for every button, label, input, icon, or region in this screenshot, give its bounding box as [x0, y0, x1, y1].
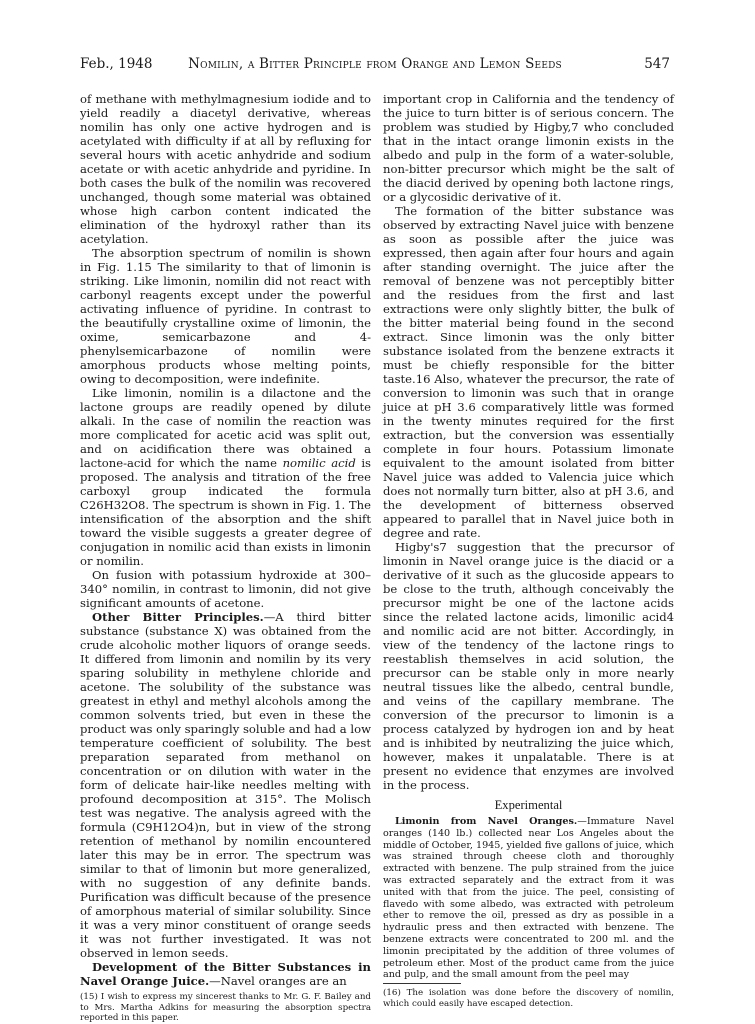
paragraph: The formation of the bitter substance was observed by extracting Navel juice with benzene as soon as possible after the juice was expressed, then again after four hours and again after standing overnight. The juice after the removal of benzene was not perceptibly bitter and the residues from the first and last extractions were only slightly bitter, the bulk of the bitter material being found in the second extract. Since limonin was the only bitter substance isolated from the benzene extracts it must be chiefly responsible for the bitter taste.16 Also, whatever the precursor, the rate of conversion to limonin was such that in orange juice at pH 3.6 comparatively little was formed in the twenty minutes required for the first extraction, but the conversion was essentially complete in four hours. Potassium limonate equivalent to the amount isolated from bitter Navel juice was added to Valencia juice which does not normally turn bitter, also at pH 3.6, and the development of bitterness observed appeared to parallel that in Navel juice both in degree and rate. [383, 204, 674, 540]
run-in-heading: Limonin from Navel Oranges. [395, 816, 578, 827]
running-header [80, 56, 670, 76]
paragraph: important crop in California and the tendency of the juice to turn bitter is of serious concern. The problem was studied by Higby,7 who concluded that in the intact orange limonin exists in the albedo and pulp in the form of a water-soluble, non-bitter precursor which might be the salt of the diacid derived by opening both lactone rings, or a glycosidic derivative of it. [383, 92, 674, 204]
paragraph: On fusion with potassium hydroxide at 300–340° nomilin, in contrast to limonin, did not give significant amounts of acetone. [80, 568, 371, 610]
italic-term: nomilic acid [282, 456, 356, 470]
text-run: —Navel oranges are an [209, 974, 347, 988]
paragraph [383, 816, 674, 981]
paragraph [80, 610, 371, 960]
left-column [80, 92, 371, 1024]
header-title: Nomilin, a Bitter Principle from Orange and Lemon Seeds [188, 56, 562, 72]
footnote-16: (16) The isolation was done before the discovery of nomilin, which could easily have escaped detection. [383, 988, 674, 1009]
paragraph [80, 960, 371, 988]
footnote-rule [383, 983, 461, 984]
text-run: —Immature Navel oranges (140 lb.) collected near Los Angeles about the middle of October, 1945, yielded five gallons of juice, which was strained through cheese cloth and thoroughly extracted with benzene. The pulp strained from the juice was extracted separately and the extract from it was united with that from the juice. The peel, consisting of flavedo with some albedo, was extracted with petroleum ether to remove the oil, pressed as dry as possible in a hydraulic press and then extracted with benzene. The benzene extracts were concentrated to 200 ml. and the limonin precipitated by the addition of three volumes of petroleum ether. Most of the product came from the juice and pulp, and the small amount from the peel may [383, 816, 674, 981]
run-in-heading: Development of the Bitter Substances in Navel Orange Juice. [80, 960, 371, 988]
experimental-text [383, 816, 674, 981]
right-column [383, 92, 674, 1009]
paragraph: of methane with methylmagnesium iodide and to yield readily a diacetyl derivative, whereas nomilin has only one active hydrogen and is acetylated with difficulty if at all by refluxing for several hours with acetic anhydride and sodium acetate or with acetic anhydride and pyridine. In both cases the bulk of the nomilin was recovered unchanged, though some material was obtained whose high carbon content indicated the elimination of the hydroxyl rather than its acetylation. [80, 92, 371, 246]
section-heading-experimental: Experimental [494, 798, 563, 812]
footnote-15: (15) I wish to express my sincerest thanks to Mr. G. F. Bailey and to Mrs. Martha Adkins for measuring the absorption spectra reported in this paper. [80, 992, 371, 1024]
text-run: is proposed. The analysis and titration of the free carboxyl group indicated the formula C26H32O8. The spectrum is shown in Fig. 1. The intensification of the absorption and the shift toward the visible suggests a greater degree of conjugation in nomilic acid than exists in limonin or nomilin. [80, 456, 372, 568]
paragraph: Higby's7 suggestion that the precursor of limonin in Navel orange juice is the diacid or a derivative of it such as the glucoside appears to be close to the truth, although conceivably the precursor might be one of the lactone acids since the related lactone acids, limonilic acid4 and nomilic acid are not bitter. Accordingly, in view of the tendency of the lactone rings to reestablish themselves in acid solution, the precursor can be stable only in more nearly neutral tissues like the albedo, central bundle, and veins of the capillary membrane. The conversion of the precursor to limonin is a process catalyzed by hydrogen ion and by heat and is inhibited by neutralizing the juice which, however, makes it unpalatable. There is at present no evidence that enzymes are involved in the process. [383, 540, 674, 792]
paragraph [80, 386, 371, 568]
text-run: Like limonin, nomilin is a dilactone and the lactone groups are readily opened by dilute alkali. In the case of nomilin the reaction was more complicated for acetic acid was split out, and on acidification there was obtained a lactone-acid for which the name [80, 386, 371, 470]
text-run: —A third bitter substance (substance X) was obtained from the crude alcoholic mother liquors of orange seeds. It differed from limonin and nomilin by its very sparing solubility in methylene chloride and acetone. The solubility of the substance was greatest in ethyl and methyl alcohols among the common solvents tried, but even in these the product was only sparingly soluble and had a low temperature coefficient of solubility. The best preparation separated from methanol on concentration or on dilution with water in the form of delicate hair-like needles melting with profound decomposition at 315°. The Molisch test was negative. The analysis agreed with the formula (C9H12O4)n, but in view of the strong retention of methanol by nomilin encountered later this may be in error. The spectrum was similar to that of limonin but more generalized, with no suggestion of any definite bands. Purification was difficult because of the presence of amorphous material of similar solubility. Since it was a very minor constituent of orange seeds it was not further investigated. It was not observed in lemon seeds. [80, 610, 371, 960]
page-number: 547 [644, 56, 670, 72]
run-in-heading: Other Bitter Principles. [92, 610, 264, 624]
paragraph: The absorption spectrum of nomilin is shown in Fig. 1.15 The similarity to that of limonin is striking. Like limonin, nomilin did not react with carbonyl reagents except under the powerful activating influence of pyridine. In contrast to the beautifully crystalline oxime of limonin, the oxime, semicarbazone and 4-phenylsemicarbazone of nomilin were amorphous products whose melting points, owing to decomposition, were indefinite. [80, 246, 371, 386]
header-date: Feb., 1948 [80, 56, 153, 72]
